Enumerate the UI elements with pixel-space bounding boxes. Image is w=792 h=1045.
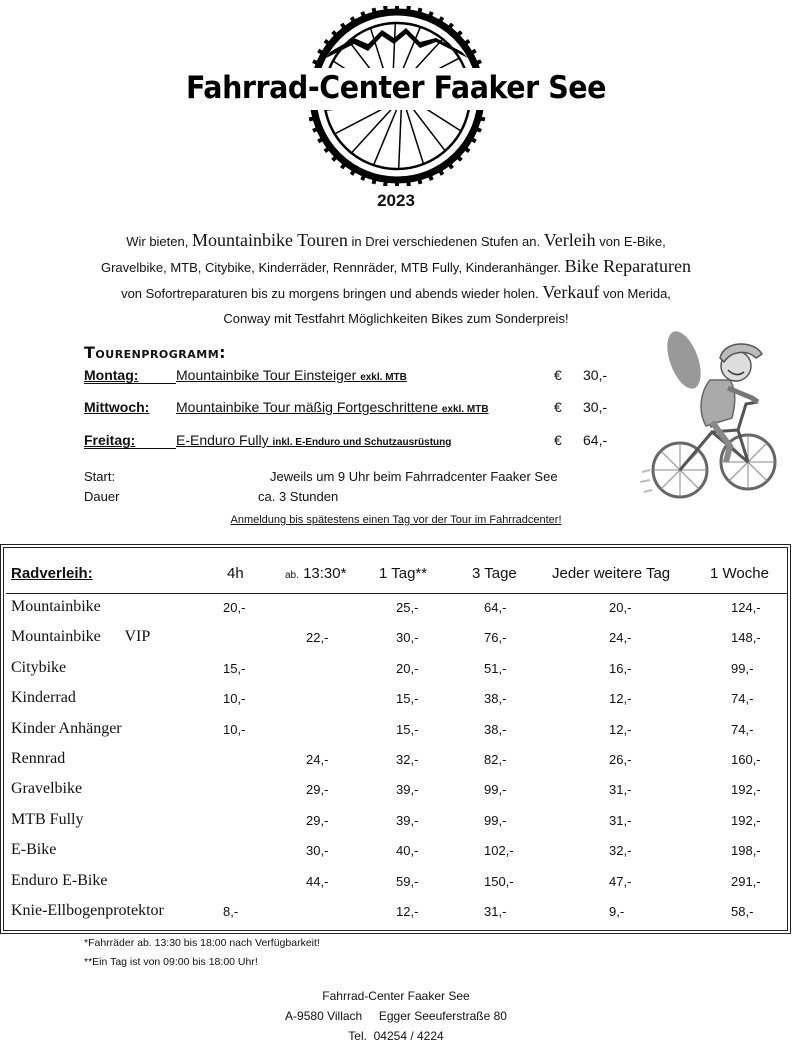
intro-text: Gravelbike, MTB, Citybike, Kinderräder, Rennräder, MTB Fully, Kinderanhänger. [100,260,565,275]
price-cell-week: 58,- [731,904,754,919]
price-cell-days3: 150,- [484,873,514,889]
price-cell-day1: 40,- [396,843,419,859]
price-cell-week: 192,- [731,812,761,828]
rental-title: Radverleih: [11,565,93,582]
rental-item-name: E-Bike [11,841,57,859]
price-cell-extra: 9,- [609,904,625,919]
tour-desc-text: E-Enduro Fully [176,432,273,448]
tour-day: Freitag: [84,432,136,448]
footnote-day: **Ein Tag ist von 09:00 bis 18:00 Uhr! [84,956,258,968]
col-header-ab: ab. [285,570,299,581]
address-company: Fahrrad-Center Faaker See [322,989,470,1003]
table-row [0,720,792,750]
underline-divider [84,383,176,384]
price-cell-day1: 30,- [396,630,419,646]
price-cell-days3: 82,- [484,752,507,767]
currency-symbol: € [554,432,562,448]
rental-item-name: Mountainbike VIP [11,628,151,646]
table-row [0,902,792,932]
address-phone: Tel. 04254 / 4224 [348,1029,444,1043]
rental-item-name: Mountainbike [11,598,101,615]
intro-text: von Sofortreparaturen bis zu morgens bringen und abends wieder holen. [121,286,543,301]
duration-value: ca. 3 Stunden [258,489,339,504]
price-cell-week: 198,- [731,843,761,859]
table-row [0,872,792,902]
intro-highlight: Bike Reparaturen [564,256,692,276]
cyclist-icon [640,322,786,512]
price-cell-week: 74,- [731,721,754,737]
table-row [0,598,792,628]
col-header-4h: 4h [227,565,244,582]
price-cell-h4: 10,- [223,691,246,707]
price-cell-days3: 38,- [484,691,507,707]
rental-item-name: Kinderrad [11,689,76,707]
duration-label: Dauer [84,489,120,504]
address-street: A-9580 Villach Egger Seeuferstraße 80 [285,1009,507,1023]
col-header-1330 [285,565,346,582]
intro-text: Wir bieten, [126,234,192,249]
tour-desc-text: Mountainbike Tour Einsteiger [176,367,361,383]
price-cell-extra: 12,- [609,721,632,737]
price-cell-days3: 38,- [484,721,507,737]
price-cell-days3: 99,- [484,782,507,798]
intro-highlight: Verkauf [542,282,600,302]
footnote-afternoon: *Fahrräder ab. 13:30 bis 18:00 nach Verfügbarkeit! [84,937,320,949]
price-cell-week: 192,- [731,782,761,798]
start-value: Jeweils um 9 Uhr beim Fahrradcenter Faaker See [270,469,558,484]
rental-item-name: Citybike [11,658,67,676]
tour-day: Montag: [84,367,139,383]
price-cell-days3: 102,- [484,843,514,859]
price-cell-week: 160,- [731,752,761,767]
price-cell-days3: 31,- [484,904,507,919]
table-row [0,841,792,871]
rental-item-name: MTB Fully [11,810,84,828]
underline-divider [84,448,176,449]
price-cell-h1330: 29,- [306,782,329,798]
table-row [0,659,792,689]
price-cell-h1330: 29,- [306,812,329,828]
price-cell-week: 291,- [731,873,761,889]
table-row [0,628,792,658]
tour-day: Mittwoch: [84,399,150,415]
price-cell-day1: 25,- [396,600,419,615]
tour-row-wednesday [84,399,644,419]
tour-description [176,399,489,415]
tour-price: 64,- [583,432,608,448]
price-cell-extra: 20,- [609,600,632,615]
price-cell-h4: 8,- [223,904,239,919]
price-cell-h1330: 44,- [306,873,329,889]
price-cell-day1: 15,- [396,721,419,737]
col-header-3-days: 3 Tage [472,565,517,582]
intro-line-1 [60,228,732,254]
tour-note: exkl. MTB [441,404,489,415]
price-cell-h1330: 24,- [306,752,329,767]
intro-text: von Merida, [599,286,671,301]
price-cell-extra: 24,- [609,630,632,646]
price-cell-extra: 16,- [609,660,632,676]
rental-item-name: Gravelbike [11,780,83,798]
intro-highlight: Mountainbike Touren [191,230,348,250]
table-row [0,750,792,780]
tour-desc-text: Mountainbike Tour mäßig Fortgeschrittene [176,399,442,415]
currency-symbol: € [554,399,562,415]
price-cell-day1: 20,- [396,660,419,676]
header-divider [6,593,788,594]
price-cell-week: 124,- [731,600,761,615]
price-cell-days3: 99,- [484,812,507,828]
tour-row-monday [84,367,644,387]
tour-description [176,367,407,383]
rental-item-name: Kinder Anhänger [11,719,122,737]
registration-note: Anmeldung bis spätestens einen Tag vor der Tour im Fahrradcenter! [230,514,562,526]
intro-line-2 [60,254,732,280]
price-cell-week: 148,- [731,630,761,646]
price-cell-days3: 51,- [484,660,507,676]
intro-line-3 [60,280,732,306]
tour-description [176,432,451,448]
price-cell-h4: 15,- [223,660,246,676]
price-cell-day1: 39,- [396,782,419,798]
intro-line-4: Conway mit Testfahrt Möglichkeiten Bikes zum Sonderpreis! [223,311,569,326]
price-cell-day1: 39,- [396,812,419,828]
col-header-extra-day: Jeder weitere Tag [552,565,671,582]
price-cell-h1330: 22,- [306,630,329,646]
price-cell-days3: 76,- [484,630,507,646]
col-header-time: 13:30* [303,565,347,582]
price-cell-extra: 31,- [609,812,632,828]
start-label: Start: [84,469,116,484]
price-cell-extra: 26,- [609,752,632,767]
rental-item-name: Rennrad [11,750,66,767]
year-heading: 2023 [377,191,415,210]
col-header-1-week: 1 Woche [710,565,769,582]
price-cell-week: 74,- [731,691,754,707]
intro-paragraph [60,228,732,331]
price-cell-h1330: 30,- [306,843,329,859]
price-cell-day1: 15,- [396,691,419,707]
table-row [0,689,792,719]
rental-item-name: Enduro E-Bike [11,871,108,889]
price-cell-day1: 32,- [396,752,419,767]
brand-name: Fahrrad-Center Faaker See [185,70,607,106]
intro-text: in Drei verschiedenen Stufen an. [347,234,544,249]
tour-price: 30,- [583,399,608,415]
price-cell-day1: 12,- [396,904,419,919]
tour-row-friday [84,432,644,452]
price-cell-h4: 10,- [223,721,246,737]
intro-text: von E-Bike, [595,234,666,249]
price-cell-extra: 12,- [609,691,632,707]
price-cell-week: 99,- [731,660,754,676]
price-cell-day1: 59,- [396,873,419,889]
table-row [0,780,792,810]
intro-highlight: Verleih [543,230,596,250]
price-cell-extra: 47,- [609,873,632,889]
tour-program-heading: Tourenprogramm: [84,343,227,362]
tour-price: 30,- [583,367,608,383]
currency-symbol: € [554,367,562,383]
rental-item-name: Knie-Ellbogenprotektor [11,902,164,919]
tour-note: inkl. E-Enduro und Schutzausrüstung [272,437,452,448]
price-cell-h4: 20,- [223,600,246,615]
col-header-1-day: 1 Tag** [379,565,428,582]
price-cell-extra: 32,- [609,843,632,859]
price-cell-extra: 31,- [609,782,632,798]
price-cell-days3: 64,- [484,600,507,615]
tour-note: exkl. MTB [360,372,407,383]
table-row [0,811,792,841]
